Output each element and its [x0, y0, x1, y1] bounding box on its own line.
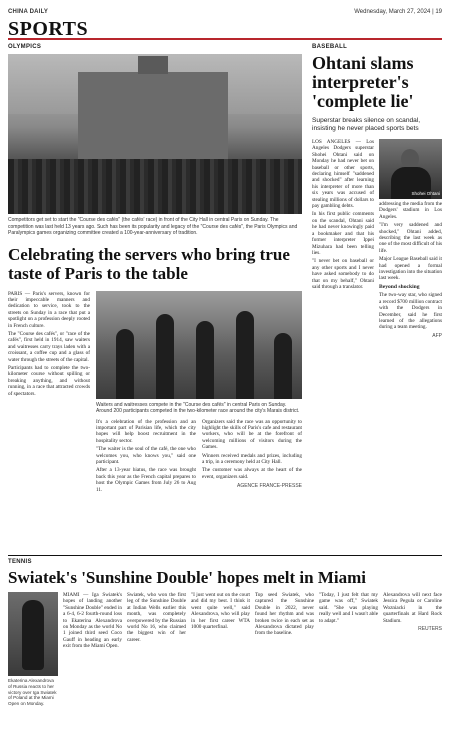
runner-figure	[236, 311, 254, 399]
paragraph: The customer was always at the heart of the event, organizers said.	[202, 467, 302, 480]
olympics-byline: AGENCE FRANCE-PRESSE	[236, 483, 302, 490]
baseball-deck: Superstar breaks silence on scandal, insisting he never placed sports bets	[312, 117, 421, 132]
tennis-column-3	[191, 592, 250, 707]
paragraph: "I never bet on baseball or any other sports and I never have asked somebody to do that on my behalf," Ohtani said through a translator.	[312, 258, 374, 290]
tennis-body	[8, 592, 442, 707]
paragraph: Alexandrova will next face Jessica Pegula or Caroline Wozniacki in the quarterfinals at Hard Rock Stadium.	[383, 592, 442, 624]
olympics-right-block	[96, 291, 302, 495]
baseball-kicker: BASEBALL	[312, 44, 348, 50]
paragraph: Participants had to complete the two-kilometer course without spilling or breaking anything, and without running, in a race that attracted crowds of spectators.	[8, 364, 90, 397]
runners-crowd	[8, 159, 302, 214]
section-title: SPORTS	[8, 18, 89, 40]
runner-figure	[116, 329, 134, 399]
paragraph: Major League Baseball said it had opened a formal investigation into the situation last week.	[379, 256, 442, 282]
issue-date: Wednesday, March 27, 2024	[354, 8, 431, 15]
paragraph: In his first public comments on the scandal, Ohtani said he had never knowingly paid a bookmaker and that his former interpreter Ippei Mizuhara had been telling lies.	[312, 211, 374, 256]
tennis-column-5	[319, 592, 378, 707]
olympics-column-1	[8, 291, 90, 495]
tennis-column-1	[63, 592, 122, 707]
tennis-photo-block	[8, 592, 58, 707]
tennis-kicker: TENNIS	[8, 559, 32, 565]
olympics-column-2	[96, 419, 196, 495]
waiters-race-photo	[96, 291, 302, 399]
paragraph: Swiatek, who won the first leg of the Sunshine Double at Indian Wells earlier this month, was completely overpowered by the Russian world No 16, who claimed the biggest win of her career.	[127, 592, 186, 643]
section-banner	[8, 18, 442, 40]
paragraph: After a 13-year hiatus, the race was brought back this year as the French capital prepares to host the Olympic Games from July 26 to Aug 11.	[96, 467, 196, 493]
tennis-photo-caption: Ekaterina Alexandrova of Russia reacts to her victory over Iga Swiatek of Poland at the Miami Open on Monday.	[8, 678, 57, 707]
olympics-headline: Celebrating the servers who bring true taste of Paris to the table	[8, 244, 290, 283]
tennis-column-2	[127, 592, 186, 707]
olympics-lower-columns	[96, 419, 302, 495]
olympics-article	[8, 44, 302, 495]
olympics-body	[8, 291, 302, 495]
baseball-article	[312, 44, 442, 339]
paragraph: PARIS — Paris's servers, known for their impeccable manners and dedication to service, took to the streets on Sunday in a race that put a spotlight on a profession deeply rooted in French culture.	[8, 290, 90, 329]
paris-race-photo	[8, 54, 302, 214]
page-number: 19	[435, 8, 442, 15]
paragraph: Winners received medals and prizes, including a trip, in a ceremony held at City Hall.	[202, 452, 302, 465]
tennis-column-6	[383, 592, 442, 707]
paragraph: "Today, I just felt that my game was off," Swiatek said. "She was playing really well and I wasn't able to adapt."	[319, 592, 378, 624]
tennis-headline: Swiatek's 'Sunshine Double' hopes melt in Miami	[8, 568, 367, 587]
paragraph: Top seed Swiatek, who captured the Sunshine Double in 2022, never found her rhythm and was broken twice in each set as Alexandrova dictated play from the baseline.	[255, 592, 314, 637]
runner-figure	[274, 333, 292, 399]
tennis-column-4	[255, 592, 314, 707]
ohtani-photo	[379, 139, 442, 199]
paragraph: It's a celebration of the profession and an important part of Parisian life, which the city hopes will help boost recruitment in the hospitality sector.	[96, 418, 196, 444]
paragraph: The "Course des cafés", or "race of the cafés", first held in 1914, saw waiters and waitresses carry trays laden with a croissant, a coffee cup and a glass of water through the streets of the capital.	[8, 330, 90, 363]
baseball-column-2	[379, 139, 442, 339]
paragraph: "I just went out on the court and did my best. I think it went quite well," said Alexandrova, who will play in her first career WTA 1000 quarterfinal.	[191, 592, 250, 631]
paragraph: "The waiter is the soul of the café, the one who welcomes you, who knows you," said one participant.	[96, 446, 196, 465]
baseball-body	[312, 139, 442, 339]
waiters-photo-caption: Waiters and waitresses compete in the "Course des cafés" in central Paris on Sunday. Around 200 participants competed in the two-kilometer race around the city's Marais district.	[96, 401, 300, 414]
photo-head-shape	[401, 149, 419, 169]
city-hall-building	[78, 72, 228, 162]
paragraph: Organizers said the race was an opportunity to highlight the skills of Paris's cafe and restaurant workers, who will be at the forefront of welcoming millions of visitors during the Games.	[202, 418, 302, 451]
alexandrova-photo	[8, 592, 58, 676]
ohtani-photo-label: Shohei Ohtani	[411, 190, 440, 196]
paragraph: "I'm very saddened and shocked," Ohtani added, describing the last week as one of the most difficult of his life.	[379, 222, 443, 254]
baseball-subhead: Beyond shocking	[379, 283, 420, 290]
baseball-headline: Ohtani slams interpreter's 'complete lie'	[312, 53, 414, 111]
page-date-and-number: Wednesday, March 27, 2024 | 19	[354, 8, 442, 15]
paragraph: The two-way star, who signed a record $700 million contract with the Dodgers in December, said he first learned of the allegations during a team meeting.	[379, 292, 442, 331]
paragraph: addressing the media from the Dodgers' stadium in Los Angeles.	[379, 201, 442, 220]
paragraph: MIAMI — Iga Swiatek's hopes of landing another "Sunshine Double" ended in a 6-4, 6-2 fourth-round loss to Ekaterina Alexandrova on Monday as the world No 1 joined third seed Coco Gauff in heading an early exit from the Miami Open.	[63, 592, 122, 650]
newspaper-name: CHINA DAILY	[8, 8, 49, 15]
baseball-column-1	[312, 139, 374, 339]
tennis-article	[8, 555, 442, 707]
paris-photo-caption: Competitors get set to start the "Course des cafés" (the cafés' race) in front of the City Hall in central Paris on Sunday. The competition was last held 13 years ago. Such has been its popularity and legacy of the "Course des cafés", the Paris Olympics and Paralympics games organizing committee created a 100-year-anniversary of tradition.	[8, 217, 298, 236]
paragraph: LOS ANGELES — Los Angeles Dodgers superstar Shohei Ohtani said on Monday he had never bet on baseball or other sports, declaring himself "saddened and shocked" after learning his interpreter of more than six years was accused of stealing millions of dollars to pay gambling debts.	[312, 139, 374, 210]
player-figure	[22, 600, 44, 670]
runner-figure	[196, 321, 214, 399]
tennis-byline: REUTERS	[418, 626, 442, 633]
olympics-column-3	[202, 419, 302, 495]
baseball-byline: AFP	[432, 332, 442, 339]
runner-figure	[156, 314, 174, 399]
page-header-bar	[8, 6, 442, 17]
olympics-kicker: OLYMPICS	[8, 44, 42, 50]
